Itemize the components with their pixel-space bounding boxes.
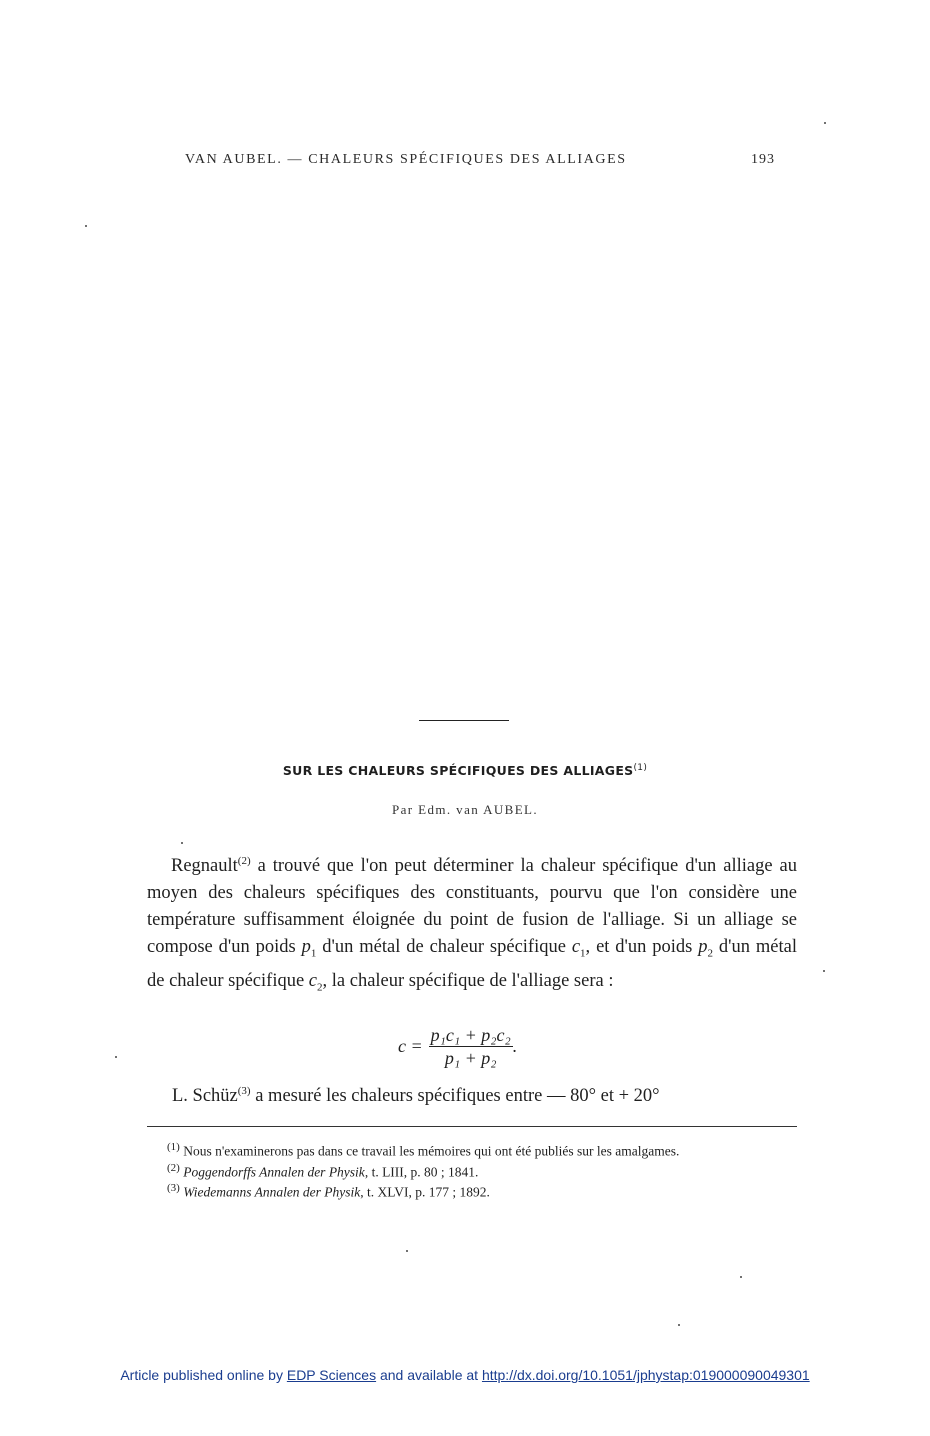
footnote-1-mark: (1) [167, 1141, 180, 1153]
footnote-2 [153, 1160, 798, 1181]
footnotes [153, 1139, 798, 1201]
var-c1-sub: 1 [580, 947, 586, 960]
footnote-3-mark: (3) [167, 1182, 180, 1194]
footnote-3 [153, 1180, 798, 1201]
var-c2-sub: 2 [317, 981, 323, 994]
formula-lhs: c = [398, 1036, 423, 1056]
title-footnote-ref: (1) [633, 763, 648, 773]
body2-text-a: L. Schüz [172, 1086, 238, 1107]
var-p1: p [301, 937, 311, 958]
footnote-2-ref: , t. LIII, p. 80 ; 1841. [364, 1164, 479, 1179]
scan-speck [406, 1250, 408, 1252]
var-p2: p [698, 937, 708, 958]
title-separator [419, 720, 509, 721]
body-paragraph-2 [172, 1085, 797, 1107]
scan-speck [115, 1056, 117, 1058]
scan-speck [678, 1324, 680, 1326]
scan-speck [181, 842, 183, 844]
body-text-d: , et d'un poids [585, 937, 699, 958]
body-paragraph [147, 848, 797, 1002]
footnote-3-ref: , t. XLVI, p. 177 ; 1892. [360, 1184, 490, 1200]
running-head [185, 152, 775, 168]
footnote-ref-3: (3) [237, 1085, 251, 1097]
var-p2-sub: 2 [707, 947, 714, 960]
footnote-2-journal: Poggendorffs Annalen der Physik [183, 1164, 365, 1179]
doi-link[interactable]: http://dx.doi.org/10.1051/jphystap:019000090049301 [481, 1367, 810, 1383]
formula-denominator: p₁ + p₂ [444, 1048, 497, 1068]
footnote-rule [147, 1126, 797, 1127]
formula-end: . [512, 1036, 518, 1056]
formula-fraction [429, 1024, 513, 1069]
body-text-b: a trouvé que l'on peut déterminer la chaleur spécifique d'un alliage au moyen des chaleurs spécifiques des constituants, pourvu que l'on considère une température suffisamment éloignée du point de fusion de l'alliage. Si un alliage se compose d'un poids [147, 856, 797, 958]
article-title-text: SUR LES CHALEURS SPÉCIFIQUES DES ALLIAGES [282, 763, 634, 779]
var-p1-sub: 1 [310, 947, 317, 960]
var-c1: c [571, 937, 581, 958]
body-text-c: d'un métal de chaleur spécifique [316, 937, 572, 958]
footnote-2-mark: (2) [167, 1161, 180, 1174]
body-text-e: d'un métal de chaleur spécifique [147, 937, 797, 991]
formula [398, 1024, 517, 1069]
body-text-f: , la chaleur spécifique de l'alliage sera : [322, 970, 614, 991]
formula-numerator: p₁c₁ + p₂c₂ [430, 1025, 511, 1045]
scan-speck [824, 122, 826, 124]
footnote-ref-2: (2) [237, 855, 251, 867]
scan-speck [823, 970, 825, 972]
publication-footer [0, 1367, 930, 1383]
publisher-link[interactable]: EDP Sciences [286, 1367, 377, 1383]
footnote-3-journal: Wiedemanns Annalen der Physik [183, 1184, 361, 1200]
body2-text-b: a mesuré les chaleurs spécifiques entre — 80° et + 20° [250, 1086, 660, 1107]
footnote-1-text: Nous n'examinerons pas dans ce travail les mémoires qui ont été publiés sur les amalgames. [179, 1143, 680, 1159]
scan-speck [740, 1276, 742, 1278]
running-head-text: VAN AUBEL. — CHALEURS SPÉCIFIQUES DES ALLIAGES [185, 152, 627, 167]
page-number: 193 [751, 152, 775, 167]
footer-middle: and available at [376, 1367, 482, 1383]
body-text-a: Regnault [171, 856, 238, 877]
scan-speck [85, 225, 87, 227]
footnote-1 [153, 1139, 798, 1160]
article-title [0, 763, 930, 778]
author-byline: Par Edm. van AUBEL. [391, 802, 539, 817]
var-c2: c [308, 970, 318, 991]
footer-prefix: Article published online by [120, 1367, 287, 1383]
